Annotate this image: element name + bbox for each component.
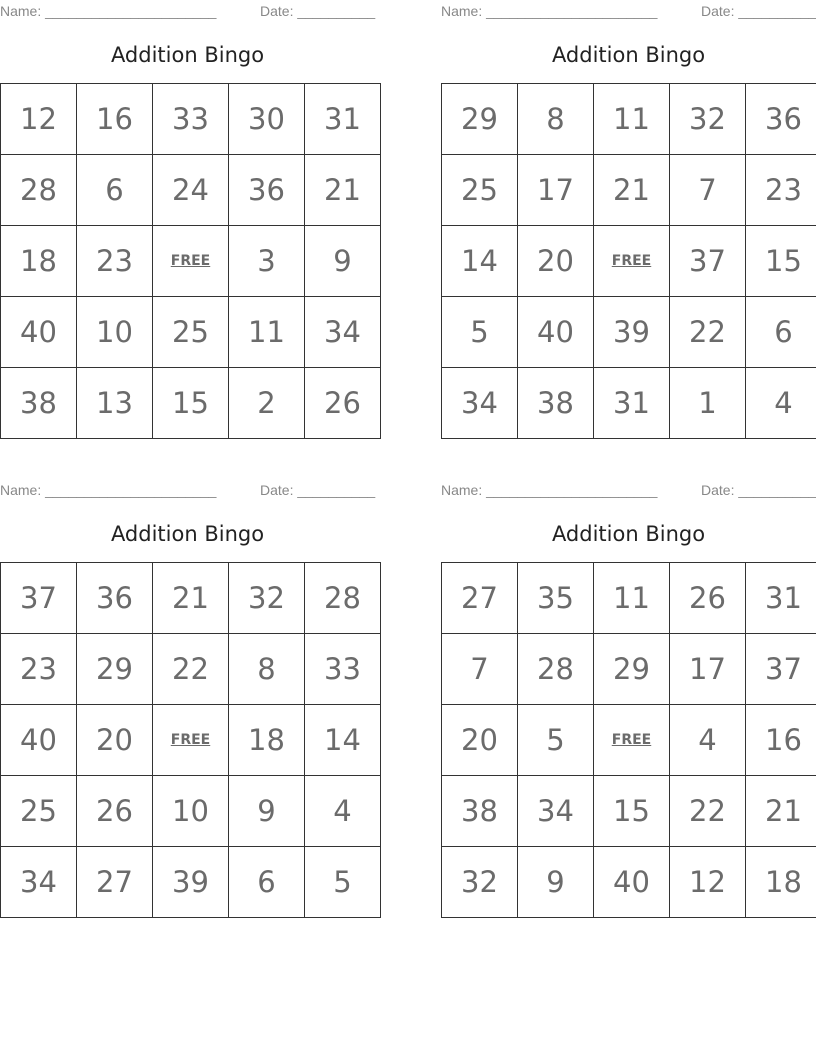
bingo-cell: 22 — [153, 634, 229, 705]
bingo-cell: 30 — [229, 84, 305, 155]
bingo-cell: 21 — [305, 155, 381, 226]
bingo-cell: 10 — [77, 297, 153, 368]
bingo-cell: 32 — [229, 563, 305, 634]
bingo-cell: 11 — [594, 563, 670, 634]
bingo-cell: 25 — [442, 155, 518, 226]
bingo-cell: 37 — [670, 226, 746, 297]
bingo-row — [1, 368, 381, 439]
bingo-row — [1, 563, 381, 634]
name-field-label: Name: ______________________ — [0, 482, 217, 498]
free-space-cell: FREE — [594, 705, 670, 776]
bingo-cell: 13 — [77, 368, 153, 439]
bingo-cell: 34 — [1, 847, 77, 918]
bingo-cell: 29 — [442, 84, 518, 155]
bingo-row — [442, 84, 816, 155]
bingo-cell: 9 — [229, 776, 305, 847]
bingo-cell: 18 — [229, 705, 305, 776]
bingo-card-2 — [441, 0, 816, 434]
free-space-cell: FREE — [153, 705, 229, 776]
bingo-cell: 15 — [594, 776, 670, 847]
bingo-cell: 17 — [670, 634, 746, 705]
bingo-cell: 34 — [518, 776, 594, 847]
bingo-cell: 9 — [305, 226, 381, 297]
bingo-cell: 31 — [746, 563, 816, 634]
bingo-row — [442, 297, 816, 368]
bingo-row — [442, 226, 816, 297]
bingo-cell: 11 — [594, 84, 670, 155]
bingo-cell: 5 — [442, 297, 518, 368]
bingo-row — [442, 634, 816, 705]
bingo-cell: 16 — [77, 84, 153, 155]
bingo-cell: 9 — [518, 847, 594, 918]
bingo-row — [1, 847, 381, 918]
date-field-label: Date: __________ — [260, 482, 376, 498]
bingo-cell: 16 — [746, 705, 816, 776]
bingo-row — [1, 297, 381, 368]
bingo-cell: 24 — [153, 155, 229, 226]
bingo-cell: 26 — [670, 563, 746, 634]
bingo-grid — [441, 562, 816, 918]
bingo-row — [442, 563, 816, 634]
bingo-cell: 20 — [518, 226, 594, 297]
bingo-row — [442, 368, 816, 439]
bingo-row — [1, 634, 381, 705]
bingo-cell: 4 — [305, 776, 381, 847]
bingo-cell: 32 — [442, 847, 518, 918]
bingo-card-1 — [0, 0, 375, 434]
card-title: Addition Bingo — [551, 522, 706, 546]
bingo-cell: 21 — [746, 776, 816, 847]
bingo-cell: 15 — [746, 226, 816, 297]
bingo-cell: 5 — [305, 847, 381, 918]
bingo-cell: 7 — [442, 634, 518, 705]
card-title: Addition Bingo — [551, 43, 706, 67]
bingo-cell: 37 — [746, 634, 816, 705]
date-field-label: Date: __________ — [260, 3, 376, 19]
bingo-cell: 38 — [518, 368, 594, 439]
bingo-cell: 27 — [442, 563, 518, 634]
bingo-row — [442, 776, 816, 847]
bingo-card-4 — [441, 479, 816, 913]
bingo-cell: 39 — [153, 847, 229, 918]
bingo-cell: 4 — [670, 705, 746, 776]
bingo-cell: 29 — [77, 634, 153, 705]
bingo-cell: 21 — [153, 563, 229, 634]
bingo-cell: 1 — [670, 368, 746, 439]
bingo-cell: 26 — [77, 776, 153, 847]
bingo-cell: 36 — [77, 563, 153, 634]
free-space-cell: FREE — [594, 226, 670, 297]
date-field-label: Date: __________ — [701, 3, 816, 19]
bingo-cell: 20 — [442, 705, 518, 776]
bingo-grid — [0, 83, 381, 439]
bingo-cell: 28 — [518, 634, 594, 705]
bingo-grid — [441, 83, 816, 439]
bingo-cell: 11 — [229, 297, 305, 368]
bingo-cell: 25 — [1, 776, 77, 847]
bingo-cell: 10 — [153, 776, 229, 847]
bingo-cell: 40 — [594, 847, 670, 918]
bingo-cell: 38 — [442, 776, 518, 847]
bingo-cell: 29 — [594, 634, 670, 705]
bingo-row — [442, 847, 816, 918]
bingo-cell: 18 — [1, 226, 77, 297]
bingo-cell: 38 — [1, 368, 77, 439]
bingo-cell: 6 — [77, 155, 153, 226]
name-field-label: Name: ______________________ — [441, 3, 658, 19]
bingo-cell: 25 — [153, 297, 229, 368]
bingo-card-3 — [0, 479, 375, 913]
bingo-cell: 28 — [305, 563, 381, 634]
bingo-cell: 2 — [229, 368, 305, 439]
bingo-row — [1, 705, 381, 776]
bingo-cell: 3 — [229, 226, 305, 297]
bingo-cell: 28 — [1, 155, 77, 226]
bingo-cell: 23 — [77, 226, 153, 297]
bingo-cell: 14 — [305, 705, 381, 776]
bingo-row — [1, 226, 381, 297]
bingo-cell: 40 — [1, 297, 77, 368]
bingo-cell: 36 — [746, 84, 816, 155]
bingo-row — [1, 155, 381, 226]
bingo-row — [442, 155, 816, 226]
free-space-cell: FREE — [153, 226, 229, 297]
bingo-cell: 39 — [594, 297, 670, 368]
bingo-cell: 8 — [518, 84, 594, 155]
bingo-cell: 5 — [518, 705, 594, 776]
bingo-cell: 26 — [305, 368, 381, 439]
bingo-cell: 37 — [1, 563, 77, 634]
card-title: Addition Bingo — [110, 522, 265, 546]
bingo-cell: 23 — [1, 634, 77, 705]
name-field-label: Name: ______________________ — [441, 482, 658, 498]
bingo-row — [1, 776, 381, 847]
bingo-cell: 23 — [746, 155, 816, 226]
bingo-cell: 27 — [77, 847, 153, 918]
bingo-row — [442, 705, 816, 776]
bingo-cell: 22 — [670, 776, 746, 847]
bingo-cell: 6 — [229, 847, 305, 918]
bingo-cell: 20 — [77, 705, 153, 776]
bingo-cell: 35 — [518, 563, 594, 634]
bingo-cell: 40 — [518, 297, 594, 368]
date-field-label: Date: __________ — [701, 482, 816, 498]
bingo-cell: 8 — [229, 634, 305, 705]
bingo-cell: 14 — [442, 226, 518, 297]
bingo-row — [1, 84, 381, 155]
bingo-cell: 17 — [518, 155, 594, 226]
bingo-cell: 40 — [1, 705, 77, 776]
bingo-cell: 21 — [594, 155, 670, 226]
bingo-cell: 34 — [442, 368, 518, 439]
bingo-grid — [0, 562, 381, 918]
bingo-cell: 34 — [305, 297, 381, 368]
bingo-cell: 33 — [305, 634, 381, 705]
bingo-cell: 7 — [670, 155, 746, 226]
bingo-cell: 12 — [1, 84, 77, 155]
bingo-cell: 33 — [153, 84, 229, 155]
bingo-cell: 32 — [670, 84, 746, 155]
bingo-cell: 18 — [746, 847, 816, 918]
bingo-cell: 15 — [153, 368, 229, 439]
bingo-cell: 31 — [594, 368, 670, 439]
card-title: Addition Bingo — [110, 43, 265, 67]
name-field-label: Name: ______________________ — [0, 3, 217, 19]
bingo-cell: 12 — [670, 847, 746, 918]
bingo-cell: 4 — [746, 368, 816, 439]
bingo-cell: 22 — [670, 297, 746, 368]
bingo-cell: 6 — [746, 297, 816, 368]
bingo-cell: 36 — [229, 155, 305, 226]
bingo-cell: 31 — [305, 84, 381, 155]
